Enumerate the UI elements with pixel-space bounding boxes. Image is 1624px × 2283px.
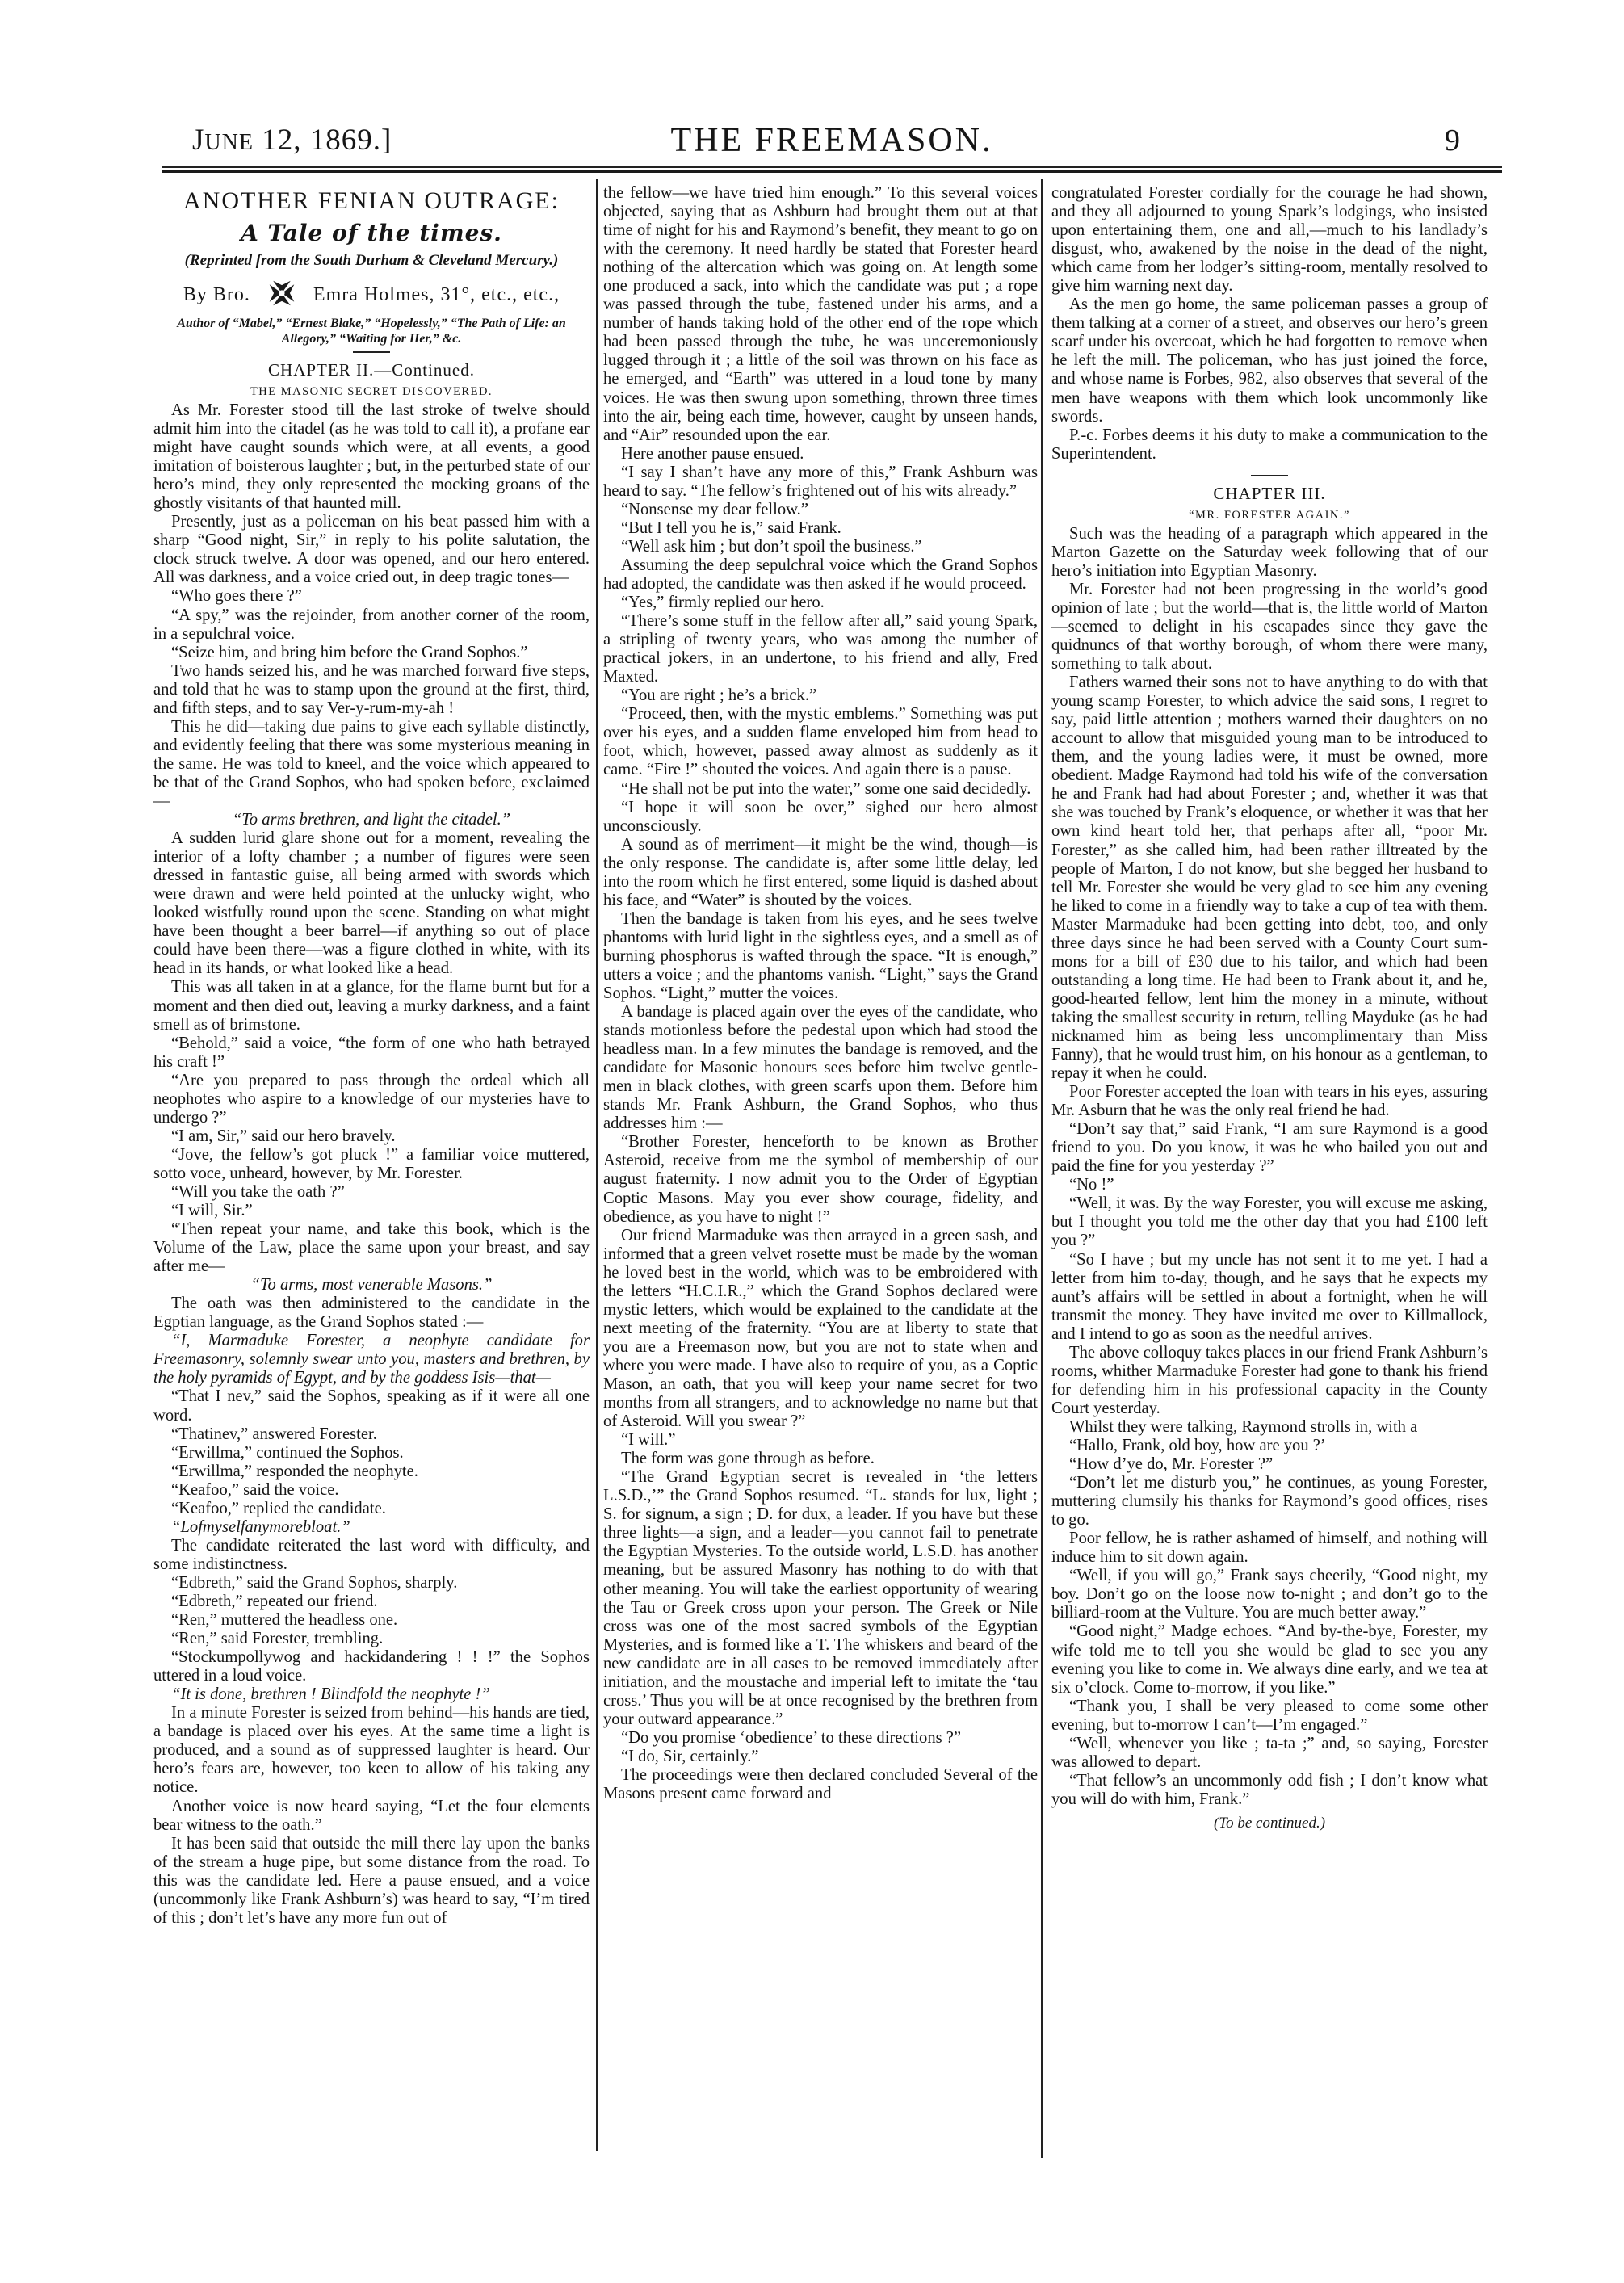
paragraph: Such was the heading of a paragraph which appeared in the Marton Gazette on the Saturday week following that of our hero’s initiation into Egyptian Masonry. [1051,524,1488,580]
paragraph: The oath was then administered to the candidate in the Egptian language, as the Grand Sophos stated :— [153,1295,590,1332]
paragraph: “But I tell you he is,” said Frank. [621,518,841,537]
paragraph: “Proceed, then, with the mystic emblems.” Something was put over his eyes, and a sudden flame enveloped him from head to foot, which, however, passed away almost as suddenly as it came. “Fire !” shouted the voices. And again there is a pause. [603,705,1038,779]
paragraph: “Keafoo,” replied the candidate. [171,1499,386,1517]
paragraph: “A spy,” was the rejoinder, from another corner of the room, in a sepulchral voice. [153,606,590,643]
paragraph: “Thank you, I shall be very pleased to come some other evening, but to-morrow I can’t—I’m engaged.” [1051,1697,1488,1734]
paragraph: “Well ask him ; but don’t spoil the business.” [621,537,922,556]
paragraph: “Edbreth,” repeated our friend. [171,1593,378,1610]
column-3 [1051,184,1488,1832]
column-separator [1041,179,1043,2158]
paragraph: “Yes,” firmly replied our hero. [621,594,825,612]
paragraph: “Erwillma,” responded the neophyte. [171,1462,418,1480]
paragraph: “Ren,” said Forester, trembling. [171,1630,384,1648]
paragraph: The candidate reiterated the last word with difficulty, and some indistinctness. [153,1536,590,1573]
paragraph: “Who goes there ?” [171,587,302,606]
issue-date-rest: 12, 1869.] [253,124,392,157]
paragraph: “Well, whenever you like ; ta-ta ;” and, so saying, Forester was allowed to depart. [1051,1734,1488,1771]
chapter-heading: CHAPTER II.—Continued. [268,360,475,380]
paragraph: “How d’ye do, Mr. Forester ?” [1069,1455,1274,1474]
paragraph: “Erwillma,” continued the Sophos. [171,1443,404,1462]
publication-title: THE FREEMASON. [670,122,993,159]
paragraph: “I do, Sir, certainly.” [621,1747,759,1765]
continued-notice: (To be continued.) [1213,1814,1326,1832]
paragraph: “I say I shan’t have any more of this,” Frank Ashburn was heard to say. “The fellow’s frightened out of his wits already.” [603,463,1038,500]
column-1 [153,184,590,1928]
paragraph: Poor Forester accepted the loan with tears in his eyes, assuring Mr. Asburn that he was the only real friend he had. [1051,1083,1488,1120]
paragraph: Presently, just as a policeman on his beat passed him with a sharp “Good night, Sir,” in reply to his polite salutation, the clock struck twelve. A door was opened, and our hero entered. All was darkness, and a voice cried out, in deep tragic tones— [153,513,590,587]
paragraph: “I will, Sir.” [171,1202,253,1220]
paragraph: Our friend Marmaduke was then arrayed in a green sash, and informed that a green velvet rosette must be made by the woman he loved best in the world, which was to be embroidered with the letters “H.C.I.R.,” which the Grand Sophos declared were mystic letters, which would be explained to the candidate at the next meeting of the fraternity. “You are at liberty to state that you are a Freemason now, but you are not to state when and where you were made. I have also to require of you, as a Coptic Mason, an oath, that you will keep your name secret for two months from all strangers, and to acknowledge no name but that of Asteroid. Will you swear ?” [603,1226,1038,1431]
masthead-rule-thick [162,170,1502,173]
paragraph: “Thatinev,” answered Forester. [171,1425,377,1443]
paragraph: congratulated Forester cordially for the courage he had shown, and they all adjourned to young Spark’s lodgings, who insisted upon entertaining them, one and all,—much to his landlady’s disgust, who, awakened by the noise in the dead of the night, which came from her lodger’s sitting-room, mentally resolved to give him warning next day. [1051,184,1488,296]
quoted-incantation: “To arms brethren, and light the citadel.” [232,811,511,829]
paragraph: “I, Marmaduke Forester, a neophyte candidate for Freemasonry, solemnly swear unto you, masters and brethren, by the holy pyramids of Egypt, and by the goddess Isis—that— [153,1332,590,1387]
maltese-cross-icon [267,278,296,308]
paragraph: the fellow—we have tried him enough.” To this several voices objected, saying that as Ashburn had brought them out at that time of night for his and Raymond’s benefit, they meant to go on with the ceremony. It need hardly be stated that Forester heard nothing of the altercation which was going on. At length some one produced a sack, into which the candidate was put ; a rope was passed through the tube, fastened under his arms, and a number of hands taking hold of the other end of the rope which had been passed through the tube, he was unceremoniously lugged through it ; a little of the soil was thrown on his face as he emerged, and “Earth” was uttered in a loud tone by many voices. He was then swung upon something, thrown three times into the air, being each time, however, caught by unseen hands, and “Air” resounded upon the ear. [603,184,1038,444]
paragraph: Whilst they were talking, Raymond strolls in, with a [1069,1417,1418,1436]
chapter-subheading: THE MASONIC SECRET DISCOVERED. [250,385,493,398]
paragraph: As the men go home, the same policeman passes a group of them talking at a corner of a street, and observes our hero’s green scarf under his overcoat, which he had forgotten to remove when he left the mill. The policeman, who has just joined the force, and whose name is Forbes, 982, also observes that several of the men have weapons with them which look uncommonly like swords. [1051,296,1488,426]
issue-date-initial: J [192,124,205,157]
paragraph: As Mr. Forester stood till the last stroke of twelve should admit him into the citadel (as he was told to call it), a profane ear might have caught sounds which were, at all events, a good imitation of boisterous laughter ; but, in the perturbed state of our hero’s mind, they only represented the mocking groans of the ghostly visitants of that haunted mill. [153,401,590,513]
byline [153,278,590,311]
article-subtitle: A Tale of the times. [241,220,502,246]
column-2 [603,184,1038,1803]
paragraph: This he did—taking due pains to give each syllable distinctly, and evidently feeling that there was some mysterious meaning in the same. He was told to kneel, and the voice which appeared to be that of the Grand Sophos, who had spoken before, exclaimed— [153,717,590,810]
masthead [162,113,1502,162]
page-number: 9 [1445,124,1460,157]
paragraph: “Well, if you will go,” Frank says cheerily, “Good night, my boy. Don’t go on the loose now to-night ; and don’t go to the billiard-room at the Vulture. You are much better away.” [1051,1567,1488,1622]
paragraph: “Will you take the oath ?” [171,1182,345,1201]
paragraph: “Behold,” said a voice, “the form of one who hath betrayed his craft !” [153,1034,590,1071]
paragraph: “No !” [1069,1176,1114,1194]
masthead-rule [162,166,1502,168]
reprint-note: (Reprinted from the South Durham & Cleveland Mercury.) [184,252,559,269]
paragraph: Two hands seized his, and he was marched forward five steps, and told that he was to stamp upon the ground at the first, third, and fifth steps, and to say Ver-y-rum-my-ah ! [153,661,590,717]
paragraph: “Well, it was. By the way Forester, you will excuse me asking, but I thought you told me the other day that you had £100 left you ?” [1051,1194,1488,1250]
chapter-heading: CHAPTER III. [1213,483,1326,503]
paragraph: “Are you prepared to pass through the ordeal which all neophotes who aspire to a knowledge of our mysteries have to undergo ?” [153,1071,590,1127]
paragraph: “Stockumpollywog and hackidandering ! ! !” the Sophos uttered in a loud voice. [153,1648,590,1685]
paragraph: The proceedings were then declared concluded Several of the Masons present came forward and [603,1765,1038,1803]
paragraph: A sudden lurid glare shone out for a moment, revealing the interior of a lofty chamber ; a number of figures were seen dressed in fantastic guise, all being armed with swords which were drawn and were held pointed at the unlucky wight, who looked wistfully round upon the scene. Standing on what might have been thought a beer barrel—if anything so out of place could have been there—was a figure clothed in white, with its head in its hands, or what looked like a head. [153,829,590,978]
paragraph: P.-c. Forbes deems it his duty to make a communication to the Superintendent. [1051,426,1488,463]
section-divider [1251,475,1288,476]
chapter-subheading: “MR. FORESTER AGAIN.” [1189,508,1350,522]
byline-name: Emra Holmes, 31°, etc., etc., [313,284,560,305]
paragraph: “Keafoo,” said the voice. [171,1480,339,1499]
paragraph: “He shall not be put into the water,” some one said decidedly. [621,779,1031,798]
paragraph: A sound as of merriment—it might be the wind, though—is the only response. The candidate is, after some little delay, led into the room which he first entered, some liquid is dashed about his face, and “Water” is shouted by the voices. [603,835,1038,909]
column-separator [596,179,598,2151]
paragraph: “Jove, the fellow’s got pluck !” a familiar voice muttered, sotto voce, unheard, however, by Mr. Forester. [153,1145,590,1182]
paragraph: “Hallo, Frank, old boy, how are you ?’ [1069,1437,1326,1454]
paragraph: “I hope it will soon be over,” sighed our hero almost unconsciously. [603,798,1038,835]
paragraph: “Don’t let me disturb you,” he continues, as young Forester, muttering clumsily his thanks for Raymond’s good offices, rises to go. [1051,1474,1488,1530]
paragraph: “It is done, brethren ! Blindfold the neophyte !” [171,1685,490,1704]
paragraph: “There’s some stuff in the fellow after all,” said young Spark, a stripling of twenty years, who was among the number of practical jokers, in an undertone, to his friend and ally, Fred Maxted. [603,612,1038,686]
paragraph: “Lofmyselfanymorebloat.” [171,1517,350,1536]
paragraph: “Then repeat your name, and take this book, which is the Volume of the Law, place the same upon your breast, and say after me— [153,1220,590,1276]
paragraph: “Edbreth,” said the Grand Sophos, sharply. [171,1573,458,1592]
quoted-incantation: “To arms, most venerable Masons.” [250,1276,493,1295]
paragraph: Here another pause ensued. [621,444,804,463]
paragraph: Mr. Forester had not been progressing in the world’s good opinion of late ; but the world—that is, the little world of Marton—seemed to delight in his escapades since they gave the quidnuncs of that worthy borough, of whom there were many, something to talk about. [1051,580,1488,674]
paragraph: “Brother Forester, henceforth to be known as Brother Asteroid, receive from me the symbol of membership of our august fraternity. I now admit you to the Order of Egyptian Coptic Masons. May you ever show courage, fidelity, and obedience, as you have to night !” [603,1133,1038,1226]
paragraph: A bandage is placed again over the eyes of the candidate, who stands motionless before the pedestal upon which had stood the headless man. In a few minutes the bandage is removed, and the candidate for Masonic honours sees before him twelve gentlemen in black clothes, with green scarfs upon them. Before him stands Mr. Frank Ashburn, the Grand Sophos, who thus addresses him :— [603,1003,1038,1133]
paragraph: This was all taken in at a glance, for the flame burnt but for a moment and then died out, leaving a murky darkness, and a faint smell as of brimstone. [153,978,590,1034]
paragraph: “Good night,” Madge echoes. “And by-the-bye, Forester, my wife told me to tell you she would be glad to see you any evening you like to come in. We always dine early, and we tea at six o’clock. Come to-morrow, if you like.” [1051,1622,1488,1697]
paragraph: Another voice is now heard saying, “Let the four elements bear witness to the oath.” [153,1797,590,1834]
paragraph: The above colloquy takes places in our friend Frank Ashburn’s rooms, whither Marmaduke Forester had gone to thank his friend for defending him in his professional capacity in the County Court yesterday. [1051,1343,1488,1417]
paragraph: Fathers warned their sons not to have anything to do with that young scamp Forester, to which advice the said sons, I regret to say, paid little attention ; mothers warned their daughters on no account to allow that misguided young man to be introduced to them, and the young ladies were, it must be owned, more obedient. Madge Raymond had told his wife of the conversation he and Frank had had about Forester ; and, whether it was that she was touched by Frank’s eloquence, or whether it was that her own kind heart told her, that perhaps after all, “poor Mr. Forester,” as she called him, had been rather illtreated by the people of Marton, I do not know, but she begged her husband to tell Mr. Forester she would be very glad to see him any evening he liked to come in a friendly way to take a cup of tea with them. Master Marmaduke had been getting into debt, too, and only three days since he had been served with a County Court summons for a bill of £30 due to his tailor, and which had been outstanding a long time. He had been to Frank about it, and he, good-hearted fellow, lent him the money in a minute, without taking the smallest security in return, telling Mayduke (as he had nicknamed him as being less uncomplimentary than Miss Fanny), that he would trust him, on his honour as a gentleman, to repay it when he could. [1051,674,1488,1083]
article-title: ANOTHER FENIAN OUTRAGE: [183,187,560,214]
paragraph: “I will.” [621,1431,676,1450]
byline-prefix: By Bro. [183,284,250,305]
paragraph: In a minute Forester is seized from behind—his hands are tied, a bandage is placed over his eyes. At the same time a light is produced, and a sound as of suppressed laughter is heard. Our hero’s fears are, however, too keen to allow of his taking any notice. [153,1704,590,1797]
paragraph: It has been said that outside the mill there lay upon the banks of the stream a huge pipe, but some distance from the road. To this was the candidate led. Here a pause ensued, and a voice (uncommonly like Frank Ashburn’s) was heard to say, “I’m tired of this ; don’t let’s have any more fun out of [153,1834,590,1927]
paragraph: “Ren,” muttered the headless one. [171,1611,398,1630]
paragraph: Assuming the deep sepulchral voice which the Grand Sophos had adopted, the candidate was then asked if he would proceed. [603,556,1038,593]
paragraph: “Nonsense my dear fellow.” [621,500,808,518]
paragraph: “Do you promise ‘obedience’ to these directions ?” [621,1728,962,1747]
paragraph: The form was gone through as before. [621,1450,875,1468]
paragraph: “Don’t say that,” said Frank, “I am sure Raymond is a good friend to you. Do you know, it was he who bailed you out and paid the fine for you yesterday ?” [1051,1120,1488,1176]
paragraph: “Seize him, and bring him before the Grand Sophos.” [171,643,528,661]
paragraph: “You are right ; he’s a brick.” [621,686,817,705]
paragraph: “That fellow’s an uncommonly odd fish ; I don’t know what you will do with him, Frank.” [1051,1771,1488,1808]
paragraph: “So I have ; but my uncle has not sent it to me yet. I had a letter from him to-day, though, and he says that he expects my aunt’s affairs will be settled in about a fortnight, when he will transmit the money. They have invited me over to Killmallock, and I intend to go as soon as the needful arrives. [1051,1250,1488,1343]
issue-date-smallcaps: UNE [204,130,254,155]
paragraph: “I am, Sir,” said our hero bravely. [171,1127,396,1145]
paragraph: “The Grand Egyptian secret is revealed in ‘the letters L.S.D.,’” the Grand Sophos resumed. “L. stands for lux, light ; S. for signum, a sign ; D. for dux, a leader. If you have but these three lights—a sign, and a leader—you cannot fail to penetrate the Egyptian Mysteries. To the outside world, L.S.D. has another meaning, but be assured Masonry has nothing to do with that other meaning. You will take the earliest opportunity of wearing the Tau or Greek cross upon your person. The Greek or Nile cross was one of the most sacred symbols of the Egyptian Mysteries, and is formed like a T. The whiskers and beard of the new candidate are in all cases to be removed immediately after initiation, and the moustache and imperial left to imitate the ‘tau cross.’ Thus you will be at once recognised by the brethren from your outward appearance.” [603,1468,1038,1728]
author-credits: Author of “Mabel,” “Ernest Blake,” “Hopelessly,” “The Path of Life: an Allegory,” “Waiting for Her,” &c. [177,317,566,346]
section-divider [353,351,390,353]
paragraph: Poor fellow, he is rather ashamed of himself, and nothing will induce him to sit down again. [1051,1530,1488,1567]
paragraph: “That I nev,” said the Sophos, speaking as if it were all one word. [153,1387,590,1425]
paragraph: Then the bandage is taken from his eyes, and he sees twelve phantoms with lurid light in the sightless eyes, and a smell as of burning phosphorus is wafted through the space. “It is enough,” utters a voice ; and the phantoms vanish. “Light,” says the Grand Sophos. “Light,” mutter the voices. [603,909,1038,1003]
